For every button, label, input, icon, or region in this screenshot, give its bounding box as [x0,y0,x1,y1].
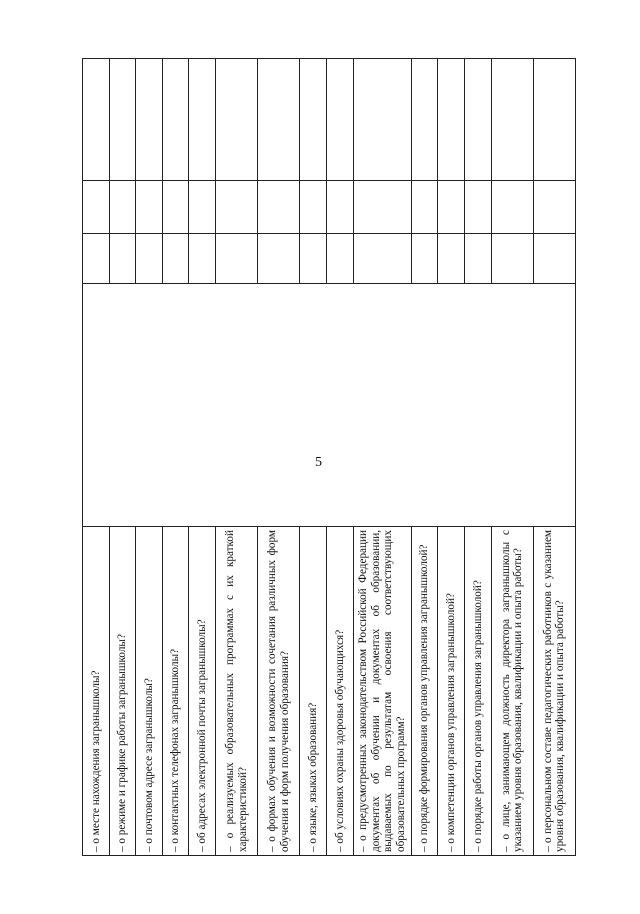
answer-cell [189,181,216,234]
question-cell: – об условиях охраны здоровья обучающихся? [326,527,353,856]
question-cell: – о почтовом адресе загранышколы? [136,527,163,856]
answer-cell [109,181,136,234]
answer-cell [162,181,189,234]
answer-cell [162,59,189,181]
answer-cell [326,234,353,284]
question-cell: – о формах обучения и возможности сочетания различных форм обучения и форм получения образования? [258,527,300,856]
answer-cell [438,234,465,284]
answer-cell [353,59,411,181]
answer-cell [216,234,258,284]
question-cell: – о месте нахождения загранышколы? [83,527,110,856]
answer-cell [326,59,353,181]
rotated-table-container [82,94,576,856]
answer-cell [83,234,110,284]
question-cell: – о режиме и графике работы загранышколы? [109,527,136,856]
table-row [83,59,110,856]
answer-cell [83,59,110,181]
answer-cell [109,59,136,181]
question-cell: – о персональном составе педагогических работников с указанием уровня образования, квалификации и опыта работы? [533,527,575,856]
question-cell: – об адресах электронной почты загранышколы? [189,527,216,856]
answer-cell [258,181,300,234]
answer-cell [438,181,465,234]
page-number: 5 [315,455,322,470]
answer-cell [411,181,438,234]
answer-cell [411,59,438,181]
question-cell: – о порядке формирования органов управления загранышколой? [411,527,438,856]
answer-cell [136,59,163,181]
answer-cell [465,234,492,284]
answer-cell [465,181,492,234]
answer-cell [136,234,163,284]
answer-cell [300,181,327,234]
answer-cell [491,59,533,181]
answer-cell [83,181,110,234]
question-cell: – о языке, языках образования? [300,527,327,856]
answer-cell [353,181,411,234]
answer-cell [216,59,258,181]
answer-cell [533,181,575,234]
answer-cell [533,234,575,284]
answer-cell [438,59,465,181]
questionnaire-table [82,58,576,856]
answer-cell [258,234,300,284]
answer-cell [533,59,575,181]
answer-cell [300,234,327,284]
answer-cell [353,234,411,284]
answer-cell [136,181,163,234]
question-cell: – о порядке работы органов управления загранышколой? [465,527,492,856]
answer-cell [491,234,533,284]
answer-cell [300,59,327,181]
question-cell: – о предусмотренных законодательством Российской Федерации документах об обучении и документах об образовании, выдаваемых по результатам освоения соответствующих образовательных программ? [353,527,411,856]
answer-cell [491,181,533,234]
answer-cell [326,181,353,234]
question-cell: – о лице, занимающем должность директора загранышколы с указанием уровня образования, квалификации и опыта работы? [491,527,533,856]
question-cell: – о контактных телефонах загранышколы? [162,527,189,856]
answer-cell [189,234,216,284]
answer-cell [465,59,492,181]
question-cell: – о реализуемых образовательных программах с их краткой характеристикой? [216,527,258,856]
answer-cell [216,181,258,234]
answer-cell [162,234,189,284]
answer-cell [189,59,216,181]
question-cell: – о компетенции органов управления загранышколой? [438,527,465,856]
answer-cell [109,234,136,284]
answer-cell [258,59,300,181]
merged-empty-cell [83,284,576,527]
answer-cell [411,234,438,284]
